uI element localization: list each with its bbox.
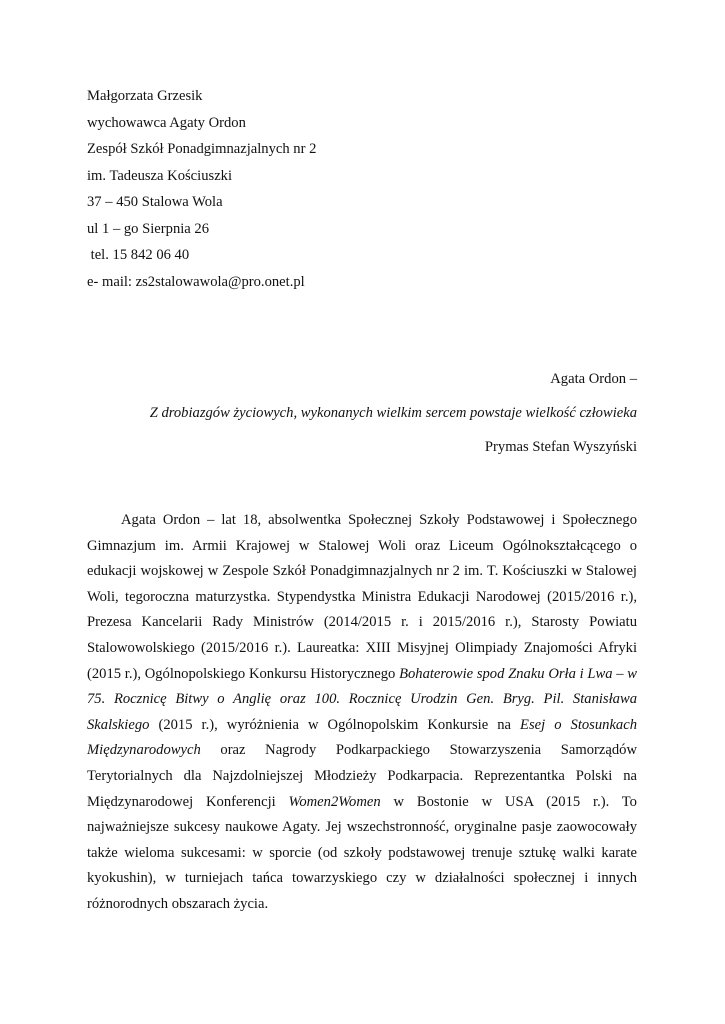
sender-postal-city: 37 – 450 Stalowa Wola — [87, 194, 223, 210]
body-paragraph — [87, 508, 637, 918]
body-text: (2015 r.), wyróżnienia w Ogólnopolskim Konkursie na — [149, 716, 521, 733]
sender-name: Małgorzata Grzesik — [87, 88, 203, 104]
sender-school-patron: im. Tadeusza Kościuszki — [87, 167, 233, 184]
body-text: oraz Nagrody Podkarpackiego Stowarzyszenia Samorządów Terytorialnych dla Najzdolniejszej Młodzieży Podkarpacia. Reprezentantka Polski na Międzynarodowej Konferencji — [87, 742, 637, 810]
epigraph-quote: Z drobiazgów życiowych, wykonanych wielkim sercem powstaje wielkość człowieka — [149, 405, 637, 421]
essay-title-italic: Esej o Stosunkach Międzynarodowych — [87, 716, 637, 759]
sender-email: e- mail: zs2stalowawola@pro.onet.pl — [87, 273, 305, 290]
contest-title-italic: Bohaterowie spod Znaku Orła i Lwa – w 75. Rocznicę Bitwy o Anglię oraz 100. Rocznicę Urodzin Gen. Bryg. Pil. Stanisława Skalskiego — [87, 665, 637, 733]
epigraph-author: Prymas Stefan Wyszyński — [484, 439, 637, 455]
sender-role: wychowawca Agaty Ordon — [87, 114, 246, 131]
document-heading: Agata Ordon – — [550, 371, 637, 387]
conference-title-italic: Women2Women — [288, 793, 381, 810]
sender-phone: tel. 15 842 06 40 — [87, 247, 190, 263]
sender-address-block — [87, 86, 487, 298]
body-text: Agata Ordon – lat 18, absolwentka Społecznej Szkoły Podstawowej i Społecznego Gimnazjum im. Armii Krajowej w Stalowej Woli oraz Liceum Ogólnokształcącego o edukacji wojskowej w Zespole Szkół Ponadgimnazjalnych nr 2 im. T. Kościuszki w Stalowej Woli, tegoroczna maturzystka. Stypendystka Ministra Edukacji Narodowej (2015/2016 r.), Prezesa Kancelarii Rady Ministrów (2014/2015 r. i 2015/2016 r.), Starosty Powiatu Stalowowolskiego (2015/2016 r.). Laureatka: XIII Misyjnej Olimpiady Znajomości Afryki (2015 r.), Ogólnopolskiego Konkursu Historycznego — [87, 512, 637, 682]
body-text: w Bostonie w USA (2015 r.). To najważniejsze sukcesy naukowe Agaty. Jej wszechstronność, oryginalne pasje zaowocowały także wieloma sukcesami: w sporcie (od szkoły podstawowej trenuje sztukę walki karate kyokushin), w turniejach tańca towarzyskiego czy w działalności społecznej i innych różnorodnych obszarach życia. — [87, 793, 637, 912]
sender-school: Zespół Szkół Ponadgimnazjalnych nr 2 — [87, 141, 317, 157]
sender-street: ul 1 – go Sierpnia 26 — [87, 220, 210, 237]
